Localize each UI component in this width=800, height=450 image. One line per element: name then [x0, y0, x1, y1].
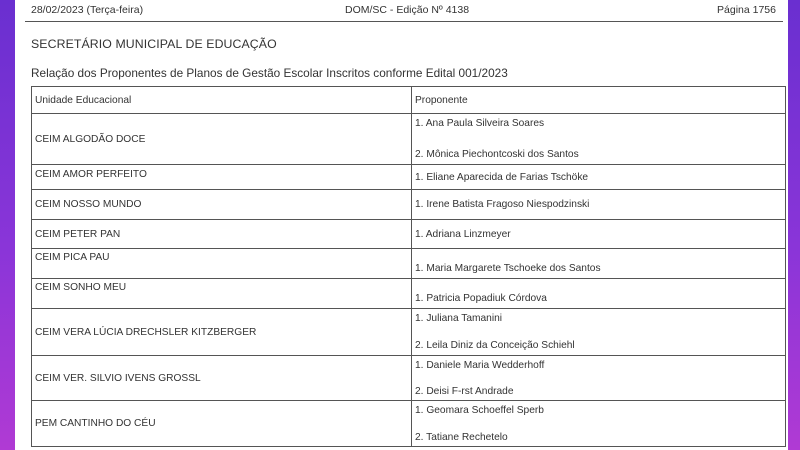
unit-cell: CEIM NOSSO MUNDO — [32, 190, 412, 220]
proponent-cell — [412, 165, 786, 190]
proponent-name: 1. Daniele Maria Wedderhoff — [415, 359, 545, 371]
proponent-name: 1. Maria Margarete Tschoeke dos Santos — [415, 263, 601, 274]
unit-cell: CEIM PETER PAN — [32, 220, 412, 249]
proponent-name: 1. Irene Batista Fragoso Niespodzinski — [415, 199, 590, 210]
header-divider — [25, 21, 783, 22]
proponent-name: 2. Leila Diniz da Conceição Schiehl — [415, 340, 575, 351]
proponent-name: 1. Geomara Schoeffel Sperb — [415, 404, 544, 416]
page-header — [15, 0, 788, 21]
proponent-cell — [412, 309, 786, 356]
proponent-name: 1. Eliane Aparecida de Farias Tschöke — [415, 171, 589, 183]
proponent-cell — [412, 190, 786, 220]
header-date: 28/02/2023 (Terça-feira) — [31, 4, 144, 16]
section-title: SECRETÁRIO MUNICIPAL DE EDUCAÇÃO — [31, 37, 277, 51]
table-row — [32, 279, 786, 309]
unit-cell: CEIM SONHO MEU — [32, 279, 412, 309]
column-header-unit: Unidade Educacional — [32, 87, 412, 114]
proponent-name: 1. Adriana Linzmeyer — [415, 228, 511, 240]
table-header-row — [32, 87, 786, 114]
table-row — [32, 356, 786, 401]
table-row — [32, 165, 786, 190]
table-row — [32, 220, 786, 249]
unit-cell: CEIM ALGODÃO DOCE — [32, 114, 412, 165]
table-row — [32, 190, 786, 220]
unit-cell: CEIM PICA PAU — [32, 249, 412, 279]
proponent-cell — [412, 114, 786, 165]
proponent-name: 2. Mônica Piechontcoski dos Santos — [415, 149, 579, 160]
proponent-name: 2. Deisi F-rst Andrade — [415, 385, 514, 397]
proponent-cell — [412, 220, 786, 249]
document-page — [15, 0, 788, 450]
unit-cell: CEIM VERA LÚCIA DRECHSLER KITZBERGER — [32, 309, 412, 356]
table-row — [32, 309, 786, 356]
table-row — [32, 249, 786, 279]
proponents-table — [31, 86, 786, 447]
proponent-name: 1. Juliana Tamanini — [415, 313, 503, 324]
proponent-name: 2. Tatiane Rechetelo — [415, 431, 508, 443]
table-row — [32, 114, 786, 165]
column-header-proponent: Proponente — [412, 87, 786, 114]
proponent-cell — [412, 249, 786, 279]
proponent-name: 1. Patricia Popadiuk Córdova — [415, 293, 547, 304]
unit-cell: CEIM VER. SILVIO IVENS GROSSL — [32, 356, 412, 401]
unit-cell: CEIM AMOR PERFEITO — [32, 165, 412, 190]
proponent-name: 1. Ana Paula Silveira Soares — [415, 118, 545, 129]
proponent-cell — [412, 279, 786, 309]
header-page-number: Página 1756 — [717, 4, 776, 16]
unit-cell: PEM CANTINHO DO CÉU — [32, 401, 412, 447]
proponent-cell — [412, 401, 786, 447]
table-row — [32, 401, 786, 447]
header-edition: DOM/SC - Edição Nº 4138 — [345, 4, 470, 16]
document-subtitle: Relação dos Proponentes de Planos de Gestão Escolar Inscritos conforme Edital 001/2023 — [31, 66, 508, 80]
proponent-cell — [412, 356, 786, 401]
